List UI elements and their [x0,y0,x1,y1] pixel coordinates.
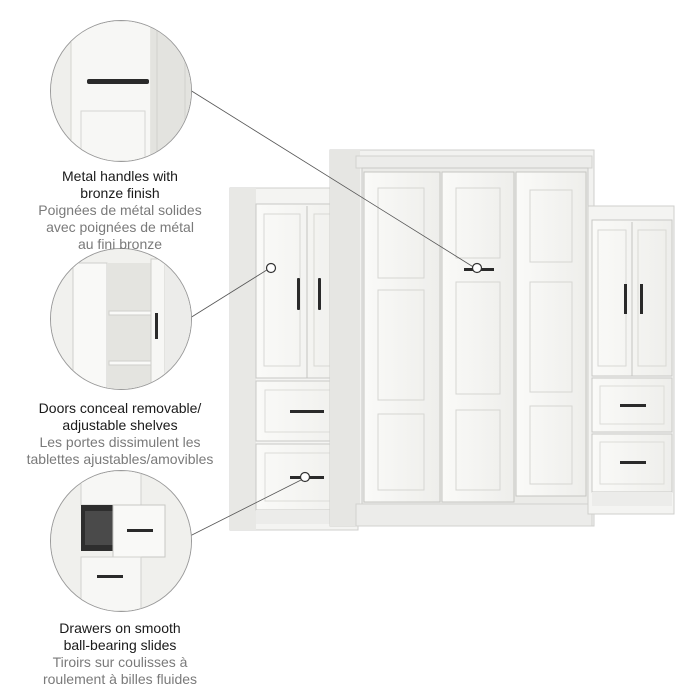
caption-shelves [5,400,235,468]
caption-drawers-en-1: Drawers on smooth [59,620,181,636]
marker-drawer [301,473,310,482]
shelves-detail-circle [50,248,192,390]
drawer-detail-circle [50,470,192,612]
caption-shelves-en-1: Doors conceal removable/ [38,400,202,416]
caption-handles [5,168,235,253]
caption-drawers [5,620,235,688]
right-pier-cabinet [588,206,674,514]
caption-handles-en-1: Metal handles with [62,168,178,184]
marker-handle [473,264,482,273]
caption-shelves-fr-1: Les portes dissimulent les [39,434,201,450]
caption-handles-fr-3: au fini bronze [77,236,163,252]
caption-shelves-en-2: adjustable shelves [62,417,178,433]
caption-drawers-fr-1: Tiroirs sur coulisses à [52,654,188,670]
caption-drawers-fr-2: roulement à billes fluides [42,671,198,687]
murphy-bed-unit [330,150,594,526]
caption-shelves-fr-2: tablettes ajustables/amovibles [26,451,214,467]
caption-handles-fr-2: avec poignées de métal [46,219,194,235]
marker-shelves [267,264,276,273]
caption-handles-en-2: bronze finish [80,185,160,201]
caption-drawers-en-2: ball-bearing slides [63,637,177,653]
caption-handles-fr-1: Poignées de métal solides [38,202,202,218]
handle-detail-circle [50,20,192,162]
